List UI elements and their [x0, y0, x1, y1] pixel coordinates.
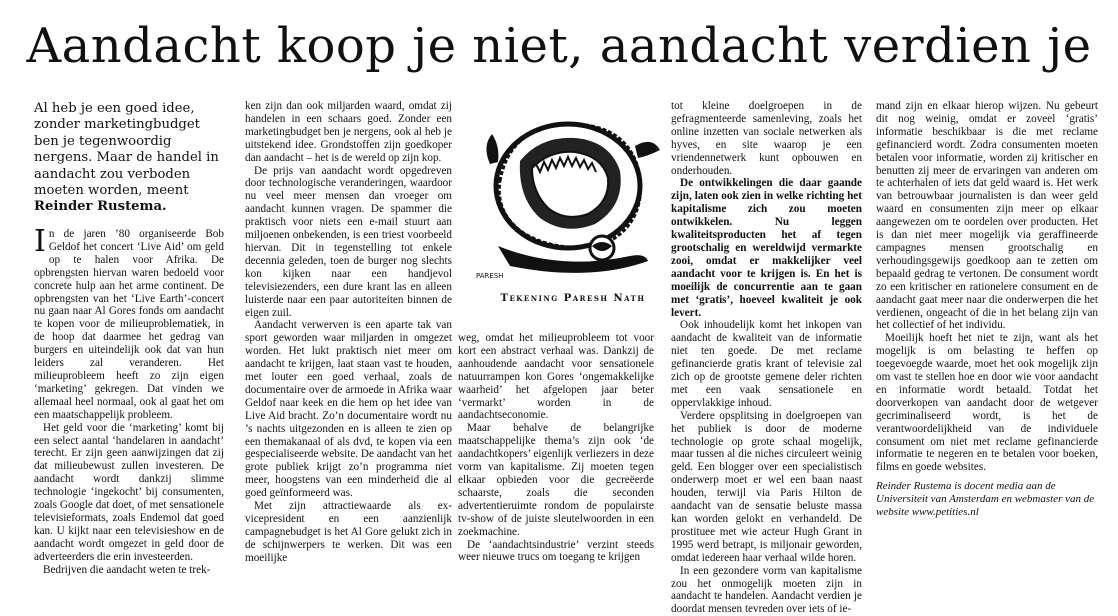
- left-spike: [486, 134, 498, 164]
- col2-paragraph-1: ken zijn dan ook miljarden waard, omdat zij handelen in een schaars goed. Zonder een marketingbudget ben je nergens, ook al heb je uitstekend idee. Grondstoffen zijn goedkoper dan aandacht – het is de wereld op zijn kop.: [245, 100, 452, 164]
- col5-paragraph-1: mand zijn en elkaar hierop wijzen. Nu gebeurt dit nog weinig, omdat er zoveel ‘gratis’ informatie beschikbaar is die met reclame gefinancierd wordt. Zodra consumenten moeten betalen voor informatie, worden zij kritischer en benutten zij meer de ervaringen van anderen om te achterhalen of iets dat geld waard is. Het werk van betrouwbaar journalisten is dan weer geld waard en consumenten zijn meer op elkaar aangewezen om te oordelen over producten. Het is dan niet meer mogelijk via geraffineerde campagnes mensen grootschalig en verhoudingsgewijs goedkoop aan te zetten om bepaald gedrag te vertonen. De consument wordt zo een kritischer en rationelere consument en de aandacht gaat meer naar die onderwerpen die het verdienen, ongeacht of die in het belang zijn van het collectief of het individu.: [876, 100, 1098, 332]
- col1-paragraph-3: Bedrijven die aandacht weten te trek-: [43, 563, 211, 576]
- col2-paragraph-2: De prijs van aandacht wordt opgedreven door technologische veranderingen, waardoor nu veel meer mensen dan vroeger om aandacht kunnen vragen. De spammer die praktisch voor niets een e-mail stuurt aan miljoenen onbekenden, is een triest voorbeeld hiervan. Dit in tegenstelling tot enkele decennia geleden, toen de burger nog slechts kon kijken naar een handjevol televisiezenders, een dure krant las en alleen luisterde naar een paar autoriteiten binnen de eigen zuil.: [245, 164, 452, 319]
- col2-paragraph-4: Met zijn attractiewaarde als ex-vicepresident en een aanzienlijk campagnebudget is het Al Gore gelukt zich in de schijnwerpers te werken. Dit was een moeilijke: [245, 500, 452, 564]
- col4-paragraph-1: tot kleine doelgroepen in de gefragmenteerde samenleving, zoals het online inzetten van sociale netwerken als hyves, en site waarop je een vriendennetwerk kunt opbouwen en onderhouden.: [671, 100, 862, 177]
- cartoon-illustration: [470, 106, 670, 286]
- intro-text: Al heb je een goed idee, zonder marketingbudget ben je tegenwoordig nergens. Maar de handel in aandacht zou verboden moeten worden, meent: [34, 101, 219, 199]
- column-2: [245, 100, 452, 564]
- column-1: [34, 224, 224, 576]
- col4-paragraph-3: Ook inhoudelijk komt het inkopen van aandacht de kwaliteit van de informatie niet ten goede. De met reclame gefinancierde gratis krant of televisie zal zich op de grootste gemene deler richten met een vaak sensationele en oppervlakkige inhoud.: [671, 319, 862, 409]
- intro-lede: [34, 101, 224, 216]
- drop-cap: I: [34, 224, 46, 259]
- col5-paragraph-2: Moeilijk hoeft het niet te zijn, want als het mogelijk is om belasting te heffen op toegevoegde waarde, moet het ook mogelijk zijn om vast te stellen hoe en door wie voor aandacht en informatie wordt betaald. Totdat het doorverkopen van aandacht door de wetgever gecriminaliseerd wordt, is het de verantwoordelijkheid van de individuele consument om niet met reclame gefinancierde informatie te negeren en te betalen voor boeken, films en goede websites.: [876, 332, 1098, 474]
- col4-paragraph-4: Verdere opsplitsing in doelgroepen van het publiek is door de moderne technologie op grote schaal mogelijk, maar tussen al die niches circuleert weinig geld. Een blogger over een specialistisch onderwerp moet er wel een baan naast houden, terwijl via Paris Hilton de aandacht van de sensatie beluste massa kan worden gelokt en verhandeld. De prostituee met wie acteur Hugh Grant in 1995 werd betrapt, is miljonair geworden, omdat iedereen haar verhaal wilde horen.: [671, 409, 862, 564]
- right-spike: [635, 142, 660, 158]
- col1-paragraph-2: Het geld voor die ‘marketing’ komt bij een select aantal ‘handelaren in aandacht’ terecht. Er zijn geen aanwijzingen dat zij dat milieubewust zullen investeren. De aandacht wordt dankzij slimme technologie ‘ingekocht’ bij consumenten, zoals Google dat doet, of met sensationele televisieformats, zoals Endemol dat goed kan. U kijkt naar een televisieshow en de aandacht wordt omgezet in geld door de adverteerders die erin investeerden.: [34, 421, 224, 563]
- column-5: [876, 100, 1098, 476]
- intro-author: Reinder Rustema.: [34, 199, 167, 215]
- col2-paragraph-3: Aandacht verwerven is een aparte tak van sport geworden waar miljarden in omgezet worden. Het lukt praktisch niet meer om aandacht te krijgen, laat staan vast te houden, met louter een goed verhaal, zoals de documentaire over de armoede in Afrika waar Geldof naar keek en die hem op het idee van Live Aid bracht. Zo’n documentaire wordt nu ’s nachts uitgezonden en is alleen te zien op een themakanaal of als dvd, te kopen via een gespecialiseerde website. De aandacht van het grote publiek krijgt zo’n programma niet meer, hoogstens van een minderheid die al goed geïnformeerd was.: [245, 319, 452, 500]
- column-4: [671, 100, 862, 616]
- col1-paragraph-1-text: n de jaren ’80 organiseerde Bob Geldof het concert ‘Live Aid’ om geld op te halen voor Afrika. De opbrengsten hiervan waren bedoeld voor concrete hulp aan het arme continent. De opbrengsten van het ‘Live Earth’-concert nu gaan naar Al Gores fonds om aandacht te kopen voor de milieuproblematiek, in de hoop dat daarmee het gedrag van burgers en uiteindelijk ook dat van hun leiders zal veranderen. Het milieuprobleem heeft zo zijn eigen ‘marketing’ gekregen. Dat vinden we allemaal heel normaal, ook al gaat het om een maatschappelijk probleem.: [34, 228, 224, 421]
- author-bio: Reinder Rustema is docent media aan de Universiteit van Amsterdam en webmaster van de website www.petities.nl: [876, 480, 1095, 518]
- col4-paragraph-2: De ontwikkelingen die daar gaande zijn, laten ook zien in welke richting het kapitalisme zich zou moeten ontwikkelen. Nu leggen kwaliteitsproducten het af tegen grootschalig en wereldwijd vermarkte zooi, omdat er makkelijker veel aandacht voor te krijgen is. En het is moeilijk de concurrentie aan te gaan met ‘gratis’, hoeveel kwaliteit je ook levert.: [671, 177, 862, 319]
- col3-paragraph-3: De ‘aandachtsindustrie’ verzint steeds weer nieuwe trucs om toegang te krijgen: [458, 538, 654, 564]
- col1-paragraph-1: [34, 224, 224, 422]
- illustration-caption: Tekening Paresh Nath: [500, 293, 646, 304]
- column-3: [458, 332, 654, 564]
- headline: Aandacht koop je niet, aandacht verdien je: [26, 18, 1092, 74]
- col3-paragraph-1: weg, omdat het milieuprobleem tot voor kort een abstract verhaal was. Dankzij de aanhoudende aandacht voor sensationele natuurrampen kon Gores ‘ongemakkelijke waarheid’ het afgelopen jaar beter ‘vermarkt’ worden in de aandachtseconomie.: [458, 332, 654, 422]
- artist-signature: PARESH: [476, 272, 504, 280]
- col3-paragraph-2: Maar behalve de belangrijke maatschappelijke thema’s zijn ook ‘de aandachtkopers’ eigenlijk verliezers in deze vorm van kapitalisme. Zij moeten tegen elkaar opbieden voor die gecreëerde schaarste, zoals die seconden advertentieruimte rondom de populairste tv-show of de juiste sleutelwoorden in een zoekmachine.: [458, 422, 654, 538]
- col4-paragraph-5: In een gezondere vorm van kapitalisme zou het onmogelijk moeten zijn in aandacht te handelen. Aandacht verdien je doordat mensen tevreden over iets of ie-: [671, 564, 862, 616]
